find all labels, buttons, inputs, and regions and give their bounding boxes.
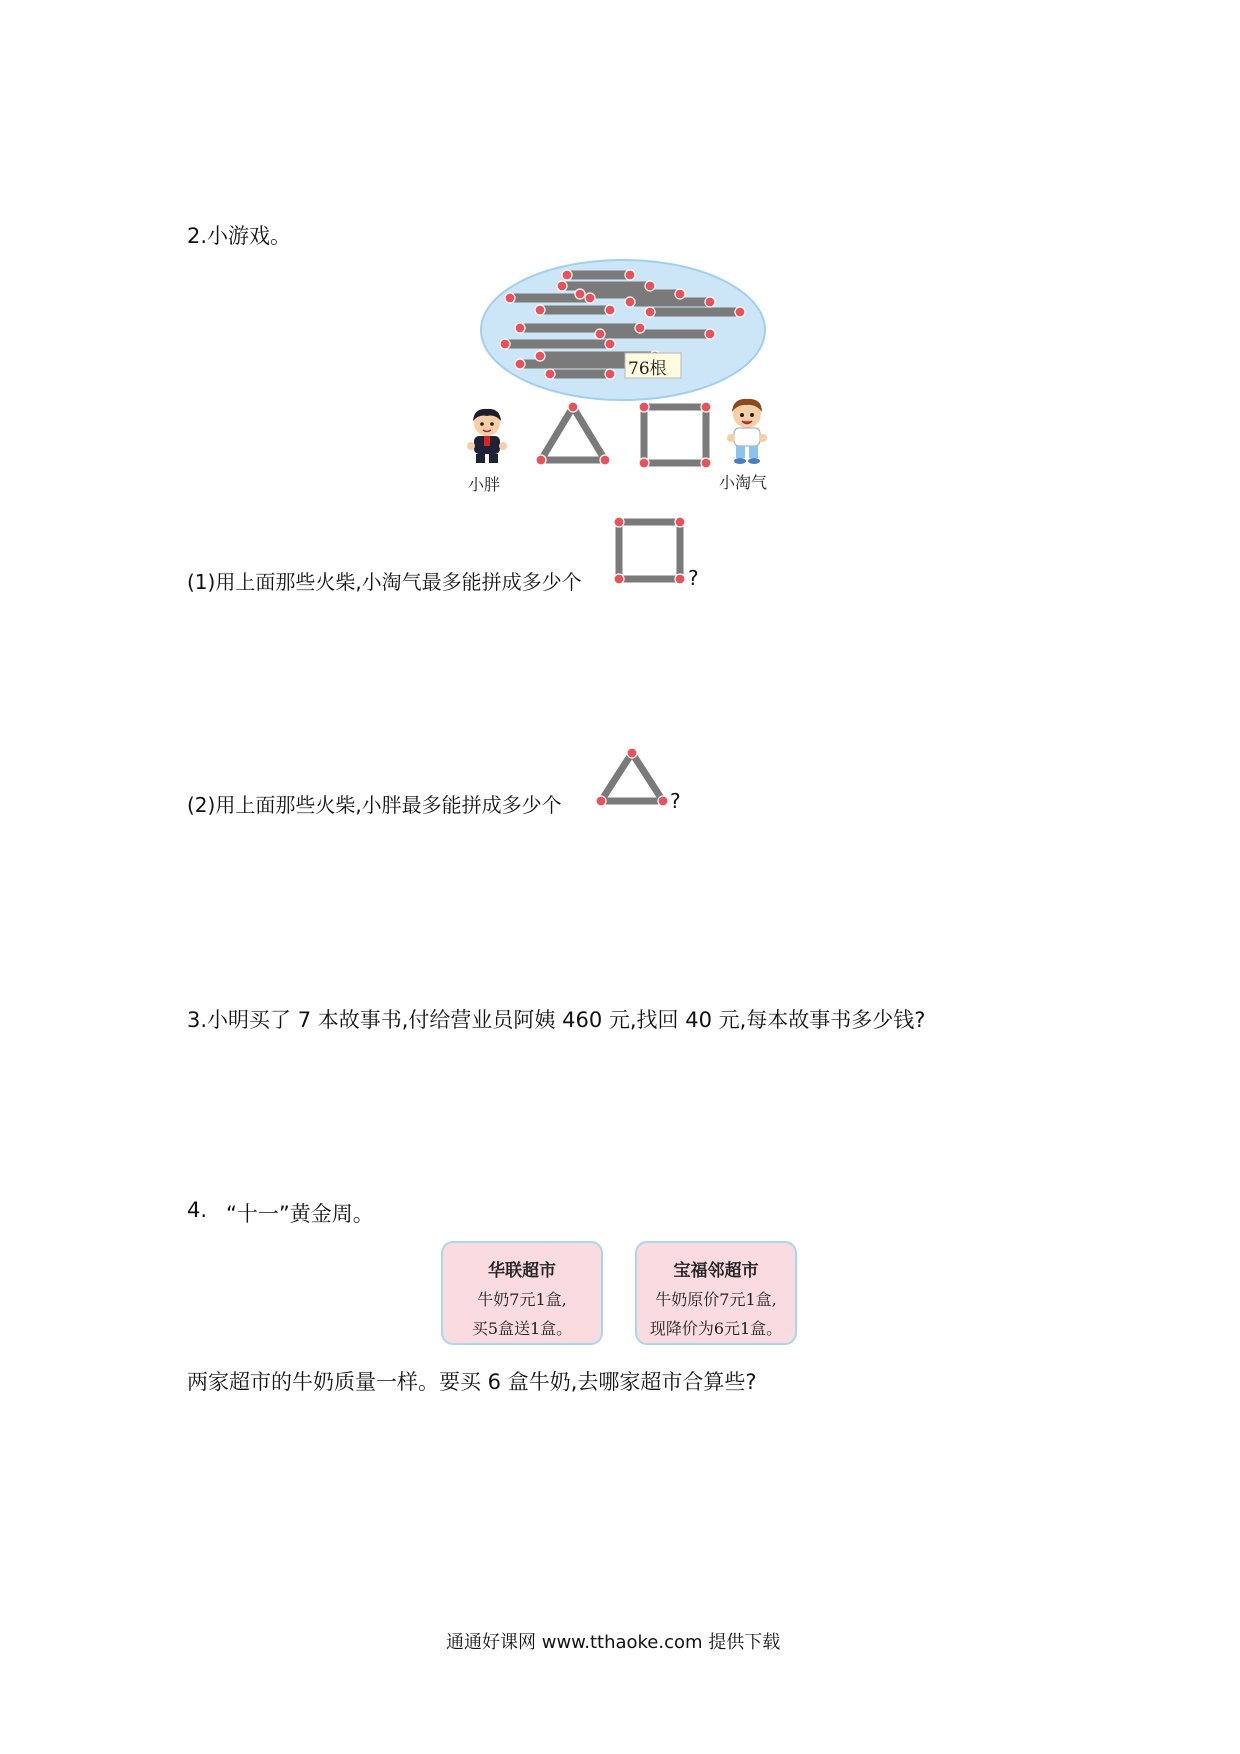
boy-xiaopang-figure — [462, 406, 512, 466]
store-offer-line1: 牛奶原价7元1盒, — [655, 1290, 777, 1309]
xiaopang-label: 小胖 — [468, 475, 501, 494]
match-square-icon — [612, 516, 688, 586]
match-square-figure — [636, 400, 714, 470]
q4-title: “十一”黄金周。 — [226, 1202, 374, 1226]
q3-text: 3.小明买了 7 本故事书,付给营业员阿姨 460 元,找回 40 元,每本故事书多少钱? — [187, 1008, 926, 1032]
matchstick-pile-illustration — [480, 258, 770, 408]
store-offer-line2: 现降价为6元1盒。 — [649, 1319, 783, 1338]
matches-count-label: 76根 — [628, 359, 667, 379]
q2-part2-text: (2)用上面那些火柴,小胖最多能拼成多少个 — [187, 793, 562, 817]
q2-part2-qmark: ? — [670, 789, 681, 813]
match-triangle-figure — [533, 400, 613, 470]
q4-question: 两家超市的牛奶质量一样。要买 6 盒牛奶,去哪家超市合算些? — [187, 1370, 757, 1394]
store-name: 华联超市 — [488, 1261, 556, 1281]
store-card-baofulin — [635, 1241, 797, 1345]
q4-number: 4. — [187, 1198, 208, 1222]
store-name: 宝福邻超市 — [673, 1261, 759, 1281]
match-triangle-icon — [594, 746, 670, 808]
store-card-hualian — [441, 1241, 603, 1345]
q2-part1-text: (1)用上面那些火柴,小淘气最多能拼成多少个 — [187, 570, 582, 594]
store-offer-line2: 买5盒送1盒。 — [471, 1319, 573, 1338]
footer-text: 通通好课网 www.tthaoke.com 提供下载 — [446, 1632, 781, 1653]
store-offer-line1: 牛奶7元1盒, — [477, 1290, 567, 1309]
q2-title: 2.小游戏。 — [187, 224, 292, 248]
q2-part1-qmark: ? — [688, 566, 699, 590]
boy-xiaotaoqi-figure — [722, 396, 772, 468]
xiaotaoqi-label: 小淘气 — [719, 473, 768, 492]
